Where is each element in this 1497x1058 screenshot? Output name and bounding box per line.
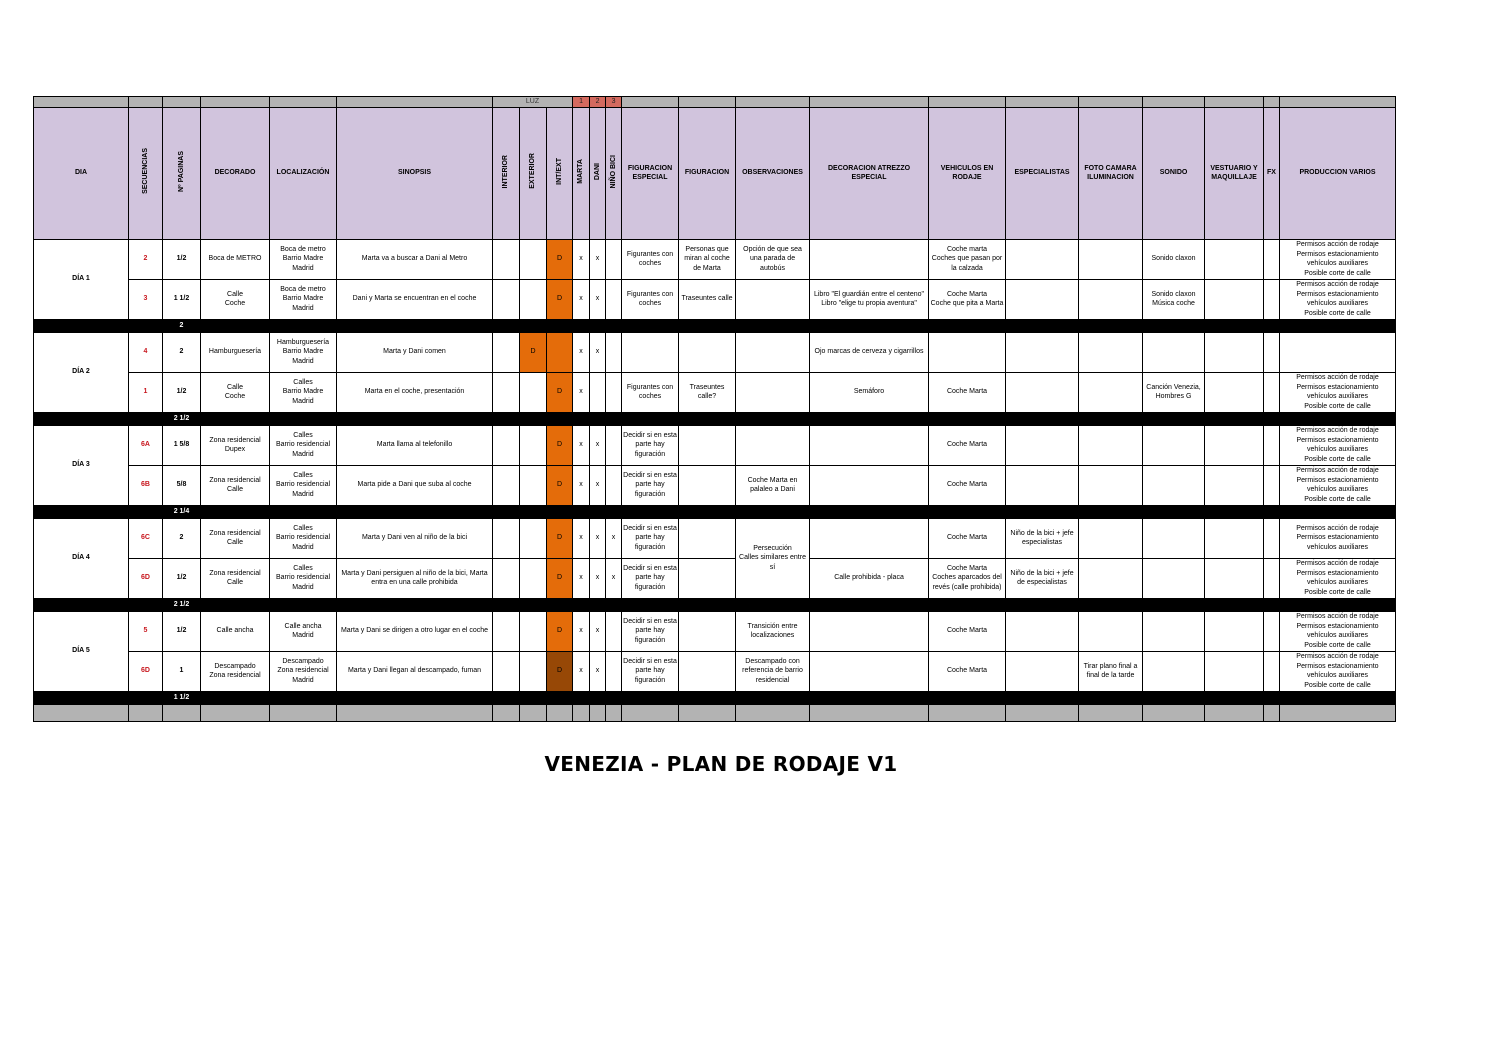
observaciones-cell: Coche Marta en palaleo a Dani	[736, 465, 810, 505]
scene-row	[34, 518, 1396, 558]
decorado-cell: Calle Coche	[201, 372, 270, 412]
sonido-cell	[1143, 518, 1205, 558]
decorado-cell: Descampado Zona residencial	[201, 651, 270, 691]
especialistas-cell	[1006, 651, 1079, 691]
observaciones-cell	[736, 372, 810, 412]
vehiculos-cell: Coche marta Coches que pasan por la calzada	[929, 239, 1006, 279]
foto-cell	[1079, 332, 1143, 372]
intext-cell: D	[547, 239, 573, 279]
decoracion-cell	[810, 239, 929, 279]
nino-bici-cell	[606, 651, 622, 691]
interior-cell	[493, 332, 520, 372]
figuracion-cell: Traseuntes calle?	[679, 372, 736, 412]
marta-cell: x	[573, 651, 590, 691]
foto-cell	[1079, 611, 1143, 651]
scene-row	[34, 558, 1396, 598]
day-label: DÍA 2	[34, 332, 129, 412]
exterior-cell	[520, 651, 547, 691]
day-total-pages: 2 1/4	[163, 505, 201, 518]
dani-cell	[590, 372, 606, 412]
document-title: VENEZIA - PLAN DE RODAJE V1	[544, 752, 898, 776]
nino-bici-cell	[606, 372, 622, 412]
header-secuencias: SECUENCIAS	[141, 148, 149, 195]
marta-cell: x	[573, 518, 590, 558]
sonido-cell: Sonido claxon	[1143, 239, 1205, 279]
foto-cell	[1079, 465, 1143, 505]
interior-cell	[493, 651, 520, 691]
vehiculos-cell: Coche Marta	[929, 518, 1006, 558]
header-decorado: DECORADO	[201, 107, 270, 239]
sequence-number: 2	[129, 239, 163, 279]
figuracion-cell	[679, 465, 736, 505]
header-foto: FOTO CAMARA ILUMINACION	[1079, 107, 1143, 239]
decoracion-cell: Ojo marcas de cerveza y cigarrillos	[810, 332, 929, 372]
vestuario-cell	[1205, 611, 1264, 651]
decoracion-cell	[810, 611, 929, 651]
vestuario-cell	[1205, 332, 1264, 372]
foto-cell	[1079, 425, 1143, 465]
decorado-cell: Calle ancha	[201, 611, 270, 651]
localizacion-cell: Calles Barrio Madre Madrid	[270, 372, 337, 412]
marta-cell: x	[573, 239, 590, 279]
day-total-pages: 1 1/2	[163, 691, 201, 704]
vestuario-cell	[1205, 425, 1264, 465]
sinopsis-cell: Marta llama al telefonillo	[337, 425, 493, 465]
sonido-cell: Canción Venezia, Hombres G	[1143, 372, 1205, 412]
produccion-cell: Permisos acción de rodaje Permisos estacionamiento vehículos auxiliares Posible corte de calle	[1280, 372, 1396, 412]
sinopsis-cell: Marta y Dani llegan al descampado, fuman	[337, 651, 493, 691]
header-paginas: Nº PAGINAS	[177, 150, 185, 192]
nino-bici-cell	[606, 239, 622, 279]
scene-row	[34, 372, 1396, 412]
figuracion-cell	[679, 518, 736, 558]
sinopsis-cell: Marta pide a Dani que suba al coche	[337, 465, 493, 505]
vehiculos-cell: Coche Marta Coches aparcados del revés (calle prohibida)	[929, 558, 1006, 598]
foto-cell	[1079, 518, 1143, 558]
intext-cell: D	[547, 558, 573, 598]
decoracion-cell	[810, 518, 929, 558]
day-total-pages: 2 1/2	[163, 598, 201, 611]
especialistas-cell: Niño de la bici + jefe de especialistas	[1006, 558, 1079, 598]
sequence-number: 6D	[129, 558, 163, 598]
header-dani: DANI	[593, 162, 601, 180]
localizacion-cell: Calle ancha Madrid	[270, 611, 337, 651]
especialistas-cell	[1006, 611, 1079, 651]
intext-cell: D	[547, 279, 573, 319]
figuracion-especial-cell	[622, 332, 679, 372]
produccion-cell: Permisos acción de rodaje Permisos estacionamiento vehículos auxiliares Posible corte de calle	[1280, 558, 1396, 598]
exterior-cell	[520, 279, 547, 319]
produccion-cell: Permisos acción de rodaje Permisos estacionamiento vehículos auxiliares Posible corte de calle	[1280, 611, 1396, 651]
localizacion-cell: Calles Barrio residencial Madrid	[270, 425, 337, 465]
sonido-cell	[1143, 332, 1205, 372]
sonido-cell	[1143, 611, 1205, 651]
camera-2-label: 2	[590, 97, 606, 108]
day-label: DÍA 4	[34, 518, 129, 598]
figuracion-especial-cell: Decidir si en esta parte hay figuración	[622, 518, 679, 558]
header-intext: INT/EXT	[555, 157, 563, 185]
vehiculos-cell: Coche Marta	[929, 611, 1006, 651]
decoracion-cell	[810, 465, 929, 505]
foto-cell	[1079, 279, 1143, 319]
localizacion-cell: Boca de metro Barrio Madre Madrid	[270, 279, 337, 319]
interior-cell	[493, 611, 520, 651]
marta-cell: x	[573, 425, 590, 465]
header-exterior: EXTERIOR	[529, 153, 537, 190]
foto-cell: Tirar plano final a final de la tarde	[1079, 651, 1143, 691]
dani-cell: x	[590, 239, 606, 279]
figuracion-cell	[679, 425, 736, 465]
dani-cell: x	[590, 465, 606, 505]
header-marta: MARTA	[577, 158, 585, 184]
intext-cell: D	[547, 651, 573, 691]
localizacion-cell: Calles Barrio residencial Madrid	[270, 465, 337, 505]
especialistas-cell	[1006, 279, 1079, 319]
localizacion-cell: Calles Barrio residencial Madrid	[270, 558, 337, 598]
decoracion-cell: Semáforo	[810, 372, 929, 412]
decorado-cell: Zona residencial Dupex	[201, 425, 270, 465]
exterior-cell: D	[520, 332, 547, 372]
page-count: 2	[163, 332, 201, 372]
vestuario-cell	[1205, 372, 1264, 412]
sonido-cell: Sonido claxon Música coche	[1143, 279, 1205, 319]
nino-bici-cell	[606, 465, 622, 505]
figuracion-cell: Traseuntes calle	[679, 279, 736, 319]
vehiculos-cell: Coche Marta	[929, 465, 1006, 505]
intext-cell: D	[547, 372, 573, 412]
header-figuracion: FIGURACION	[679, 107, 736, 239]
sinopsis-cell: Dani y Marta se encuentran en el coche	[337, 279, 493, 319]
decorado-cell: Zona residencial Calle	[201, 465, 270, 505]
interior-cell	[493, 279, 520, 319]
header-especialistas: ESPECIALISTAS	[1006, 107, 1079, 239]
header-observaciones: OBSERVACIONES	[736, 107, 810, 239]
vestuario-cell	[1205, 651, 1264, 691]
dani-cell: x	[590, 611, 606, 651]
especialistas-cell	[1006, 332, 1079, 372]
intext-cell: D	[547, 425, 573, 465]
sinopsis-cell: Marta y Dani comen	[337, 332, 493, 372]
page-count: 5/8	[163, 465, 201, 505]
dani-cell: x	[590, 332, 606, 372]
sequence-number: 1	[129, 372, 163, 412]
nino-bici-cell	[606, 332, 622, 372]
localizacion-cell: Descampado Zona residencial Madrid	[270, 651, 337, 691]
figuracion-cell	[679, 332, 736, 372]
scene-row	[34, 279, 1396, 319]
dani-cell: x	[590, 279, 606, 319]
produccion-cell	[1280, 332, 1396, 372]
header-sinopsis: SINOPSIS	[337, 107, 493, 239]
vehiculos-cell: Coche Marta	[929, 372, 1006, 412]
produccion-cell: Permisos acción de rodaje Permisos estacionamiento vehículos auxiliares Posible corte de calle	[1280, 425, 1396, 465]
observaciones-merged-cell: Persecución Calles similares entre sí	[736, 518, 810, 598]
nino-bici-cell: x	[606, 518, 622, 558]
day-separator-row	[34, 691, 1396, 704]
figuracion-especial-cell: Decidir si en esta parte hay figuración	[622, 558, 679, 598]
figuracion-especial-cell: Decidir si en esta parte hay figuración	[622, 465, 679, 505]
shooting-plan-table	[33, 96, 1396, 722]
especialistas-cell	[1006, 465, 1079, 505]
intext-cell: D	[547, 518, 573, 558]
fx-cell	[1264, 611, 1280, 651]
observaciones-cell	[736, 279, 810, 319]
interior-cell	[493, 558, 520, 598]
exterior-cell	[520, 372, 547, 412]
day-label: DÍA 3	[34, 425, 129, 505]
bottom-strip-row	[34, 704, 1396, 721]
fx-cell	[1264, 518, 1280, 558]
decorado-cell: Hamburguesería	[201, 332, 270, 372]
nino-bici-cell	[606, 611, 622, 651]
scene-row	[34, 332, 1396, 372]
dani-cell: x	[590, 651, 606, 691]
fx-cell	[1264, 465, 1280, 505]
decorado-cell: Zona residencial Calle	[201, 518, 270, 558]
decoracion-cell	[810, 425, 929, 465]
especialistas-cell	[1006, 425, 1079, 465]
page-count: 1/2	[163, 372, 201, 412]
sonido-cell	[1143, 465, 1205, 505]
localizacion-cell: Calles Barrio residencial Madrid	[270, 518, 337, 558]
interior-cell	[493, 372, 520, 412]
decorado-cell: Calle Coche	[201, 279, 270, 319]
header-fx: FX	[1264, 107, 1280, 239]
scene-row	[34, 611, 1396, 651]
sequence-number: 3	[129, 279, 163, 319]
header-dia: DIA	[34, 107, 129, 239]
day-total-pages: 2	[163, 319, 201, 332]
vestuario-cell	[1205, 279, 1264, 319]
foto-cell	[1079, 558, 1143, 598]
sinopsis-cell: Marta y Dani se dirigen a otro lugar en el coche	[337, 611, 493, 651]
page-count: 1 1/2	[163, 279, 201, 319]
marta-cell: x	[573, 611, 590, 651]
decorado-cell: Boca de METRO	[201, 239, 270, 279]
day-separator-row	[34, 505, 1396, 518]
decoracion-cell	[810, 651, 929, 691]
header-localizacion: LOCALIZACIÓN	[270, 107, 337, 239]
vestuario-cell	[1205, 239, 1264, 279]
dani-cell: x	[590, 425, 606, 465]
figuracion-cell	[679, 651, 736, 691]
produccion-cell: Permisos acción de rodaje Permisos estacionamiento vehículos auxiliares Posible corte de calle	[1280, 651, 1396, 691]
marta-cell: x	[573, 558, 590, 598]
intext-cell: D	[547, 611, 573, 651]
figuracion-cell: Personas que miran al coche de Marta	[679, 239, 736, 279]
interior-cell	[493, 518, 520, 558]
figuracion-especial-cell: Decidir si en esta parte hay figuración	[622, 425, 679, 465]
sinopsis-cell: Marta va a buscar a Dani al Metro	[337, 239, 493, 279]
header-produccion: PRODUCCION VARIOS	[1280, 107, 1396, 239]
vehiculos-cell: Coche Marta	[929, 425, 1006, 465]
observaciones-cell	[736, 425, 810, 465]
especialistas-cell	[1006, 239, 1079, 279]
foto-cell	[1079, 372, 1143, 412]
fx-cell	[1264, 558, 1280, 598]
sinopsis-cell: Marta y Dani persiguen al niño de la bici, Marta entra en una calle prohibida	[337, 558, 493, 598]
camera-1-label: 1	[573, 97, 590, 108]
sequence-number: 6A	[129, 425, 163, 465]
figuracion-cell	[679, 611, 736, 651]
observaciones-cell	[736, 332, 810, 372]
nino-bici-cell: x	[606, 558, 622, 598]
decorado-cell: Zona residencial Calle	[201, 558, 270, 598]
scene-row	[34, 651, 1396, 691]
exterior-cell	[520, 558, 547, 598]
header-decoracion: DECORACION ATREZZO ESPECIAL	[810, 107, 929, 239]
vehiculos-cell	[929, 332, 1006, 372]
figuracion-especial-cell: Figurantes con coches	[622, 372, 679, 412]
header-nino-bici: NIÑO BICI	[609, 154, 617, 188]
interior-cell	[493, 425, 520, 465]
fx-cell	[1264, 651, 1280, 691]
observaciones-cell: Transición entre localizaciones	[736, 611, 810, 651]
scene-row	[34, 239, 1396, 279]
page-count: 1 5/8	[163, 425, 201, 465]
fx-cell	[1264, 279, 1280, 319]
fx-cell	[1264, 239, 1280, 279]
top-strip-row	[34, 97, 1396, 108]
scene-row	[34, 465, 1396, 505]
sequence-number: 6B	[129, 465, 163, 505]
header-figuracion-especial: FIGURACION ESPECIAL	[622, 107, 679, 239]
sonido-cell	[1143, 651, 1205, 691]
interior-cell	[493, 239, 520, 279]
vehiculos-cell: Coche Marta Coche que pita a Marta	[929, 279, 1006, 319]
vestuario-cell	[1205, 465, 1264, 505]
sonido-cell	[1143, 558, 1205, 598]
dani-cell: x	[590, 518, 606, 558]
marta-cell: x	[573, 465, 590, 505]
marta-cell: x	[573, 279, 590, 319]
vehiculos-cell: Coche Marta	[929, 651, 1006, 691]
produccion-cell: Permisos acción de rodaje Permisos estacionamiento vehículos auxiliares Posible corte de calle	[1280, 279, 1396, 319]
page-count: 2	[163, 518, 201, 558]
page-count: 1/2	[163, 239, 201, 279]
dani-cell: x	[590, 558, 606, 598]
fx-cell	[1264, 425, 1280, 465]
intext-cell: D	[547, 465, 573, 505]
especialistas-cell: Niño de la bici + jefe especialistas	[1006, 518, 1079, 558]
figuracion-especial-cell: Decidir si en esta parte hay figuración	[622, 651, 679, 691]
exterior-cell	[520, 518, 547, 558]
observaciones-cell: Descampado con referencia de barrio residencial	[736, 651, 810, 691]
day-separator-row	[34, 412, 1396, 425]
day-separator-row	[34, 598, 1396, 611]
produccion-cell: Permisos acción de rodaje Permisos estacionamiento vehículos auxiliares Posible corte de calle	[1280, 239, 1396, 279]
exterior-cell	[520, 611, 547, 651]
produccion-cell: Permisos acción de rodaje Permisos estacionamiento vehículos auxiliares	[1280, 518, 1396, 558]
day-separator-row	[34, 319, 1396, 332]
header-sonido: SONIDO	[1143, 107, 1205, 239]
sequence-number: 4	[129, 332, 163, 372]
interior-cell	[493, 465, 520, 505]
sinopsis-cell: Marta y Dani ven al niño de la bici	[337, 518, 493, 558]
sinopsis-cell: Marta en el coche, presentación	[337, 372, 493, 412]
sonido-cell	[1143, 425, 1205, 465]
day-total-pages: 2 1/2	[163, 412, 201, 425]
produccion-cell: Permisos acción de rodaje Permisos estacionamiento vehículos auxiliares Posible corte de calle	[1280, 465, 1396, 505]
figuracion-cell	[679, 558, 736, 598]
marta-cell: x	[573, 332, 590, 372]
observaciones-cell: Opción de que sea una parada de autobús	[736, 239, 810, 279]
header-vehiculos: VEHICULOS EN RODAJE	[929, 107, 1006, 239]
day-label: DÍA 1	[34, 239, 129, 319]
figuracion-especial-cell: Figurantes con coches	[622, 279, 679, 319]
page-count: 1/2	[163, 611, 201, 651]
decoracion-cell: Calle prohibida - placa	[810, 558, 929, 598]
page-count: 1	[163, 651, 201, 691]
page-count: 1/2	[163, 558, 201, 598]
exterior-cell	[520, 465, 547, 505]
camera-3-label: 3	[606, 97, 622, 108]
localizacion-cell: Hamburguesería Barrio Madre Madrid	[270, 332, 337, 372]
fx-cell	[1264, 372, 1280, 412]
intext-cell	[547, 332, 573, 372]
foto-cell	[1079, 239, 1143, 279]
luz-label: LUZ	[493, 97, 573, 108]
nino-bici-cell	[606, 425, 622, 465]
fx-cell	[1264, 332, 1280, 372]
sequence-number: 6C	[129, 518, 163, 558]
marta-cell: x	[573, 372, 590, 412]
header-vestuario: VESTUARIO Y MAQUILLAJE	[1205, 107, 1264, 239]
sequence-number: 6D	[129, 651, 163, 691]
vestuario-cell	[1205, 558, 1264, 598]
column-header-row	[34, 107, 1396, 239]
especialistas-cell	[1006, 372, 1079, 412]
day-label: DÍA 5	[34, 611, 129, 691]
exterior-cell	[520, 239, 547, 279]
figuracion-especial-cell: Figurantes con coches	[622, 239, 679, 279]
scene-row	[34, 425, 1396, 465]
nino-bici-cell	[606, 279, 622, 319]
figuracion-especial-cell: Decidir si en esta parte hay figuración	[622, 611, 679, 651]
localizacion-cell: Boca de metro Barrio Madre Madrid	[270, 239, 337, 279]
exterior-cell	[520, 425, 547, 465]
sequence-number: 5	[129, 611, 163, 651]
vestuario-cell	[1205, 518, 1264, 558]
decoracion-cell: Libro "El guardián entre el centeno" Libro "elige tu propia aventura"	[810, 279, 929, 319]
header-interior: INTERIOR	[502, 154, 510, 188]
